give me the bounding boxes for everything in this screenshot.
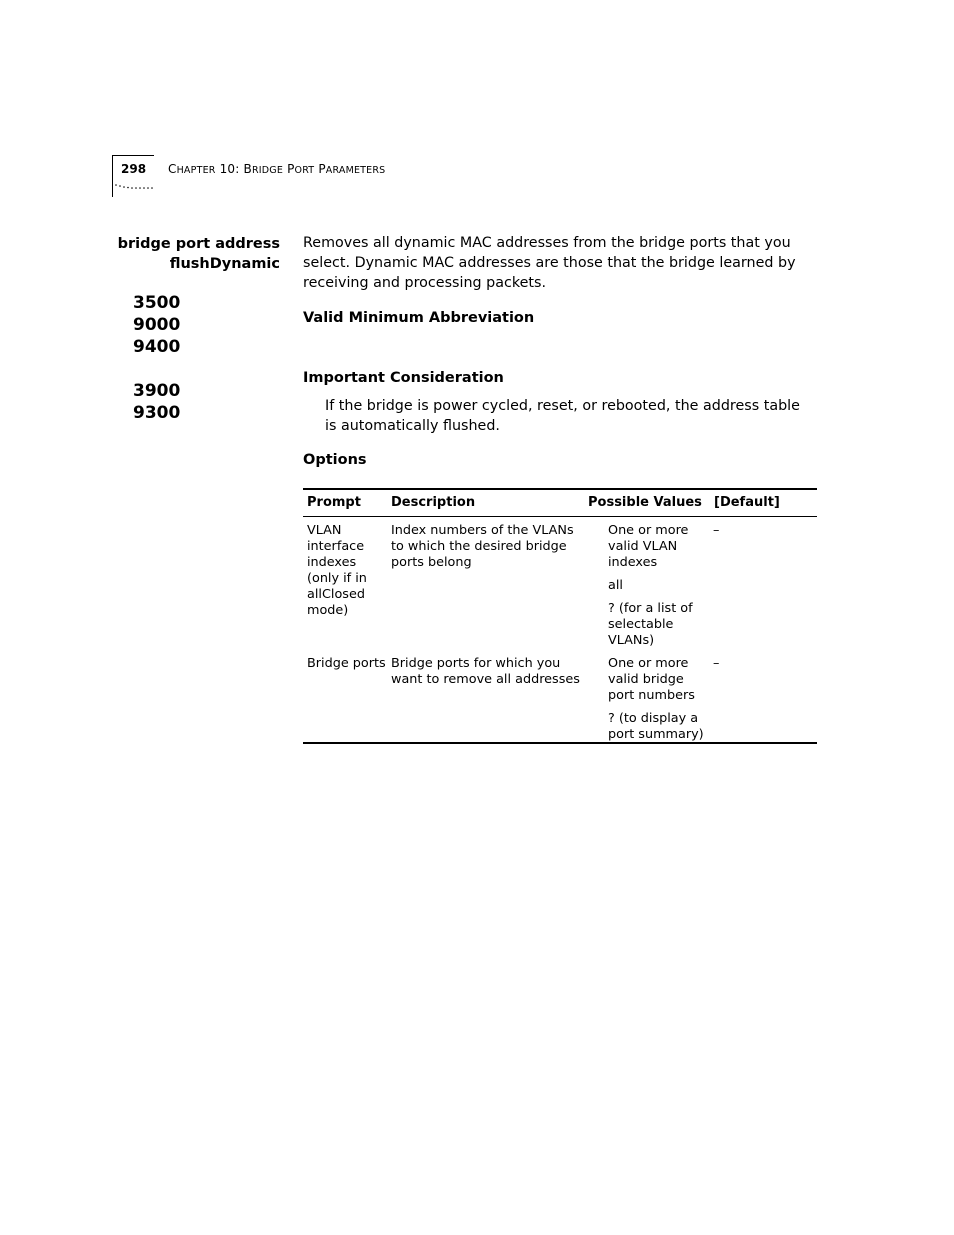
table-header-rule (303, 516, 817, 517)
chapter-title: CHAPTER 10: BRIDGE PORT PARAMETERS (168, 162, 386, 176)
header-description: Description (391, 495, 476, 510)
platform-item: 9300 (133, 403, 181, 423)
table-bottom-rule (303, 742, 817, 744)
heading-options: Options (303, 452, 367, 468)
page-number: 298 (121, 162, 147, 176)
cell-possible-values (608, 656, 708, 750)
options-table (303, 488, 817, 744)
cell-default: – (713, 656, 720, 671)
value-item: all (608, 578, 623, 593)
table-row (303, 656, 817, 742)
table-row (303, 523, 817, 656)
table-header-row (303, 490, 817, 516)
value-item: ? (to display a port summary) (608, 711, 704, 742)
platform-item: 3900 (133, 381, 181, 401)
platform-item: 3500 (133, 293, 181, 313)
page-header (112, 155, 412, 197)
command-name-line1: bridge port address (117, 236, 280, 252)
header-horizontal-rule (112, 155, 154, 156)
command-name-line2: flushDynamic (169, 256, 280, 272)
platform-item: 9400 (133, 337, 181, 357)
value-item: ? (for a list of selectable VLANs) (608, 601, 693, 648)
description-block (303, 233, 817, 293)
cell-possible-values (608, 523, 708, 656)
platform-list (133, 292, 180, 424)
cell-prompt: VLAN interface indexes (only if in allClosed mode) (307, 523, 367, 618)
header-possible-values: Possible Values (588, 495, 702, 510)
header-default: [Default] (714, 495, 780, 510)
command-name (118, 234, 280, 274)
cell-description: Bridge ports for which you want to remove all addresses (391, 656, 580, 687)
heading-valid-min-abbreviation: Valid Minimum Abbreviation (303, 310, 535, 326)
header-prompt: Prompt (307, 495, 361, 510)
cell-prompt: Bridge ports (307, 656, 386, 671)
intro-paragraph: Removes all dynamic MAC addresses from the bridge ports that you select. Dynamic MAC addresses are those that the bridge learned by receiving and processing packets. (303, 235, 796, 291)
consideration-text: If the bridge is power cycled, reset, or rebooted, the address table is automatically flushed. (325, 398, 800, 434)
value-item: One or more valid VLAN indexes (608, 523, 689, 570)
header-dots-ornament (113, 183, 155, 191)
heading-important-consideration: Important Consideration (303, 370, 504, 386)
value-item: One or more valid bridge port numbers (608, 656, 695, 703)
platform-item: 9000 (133, 315, 181, 335)
cell-default: – (713, 523, 720, 538)
cell-description: Index numbers of the VLANs to which the desired bridge ports belong (391, 523, 574, 570)
